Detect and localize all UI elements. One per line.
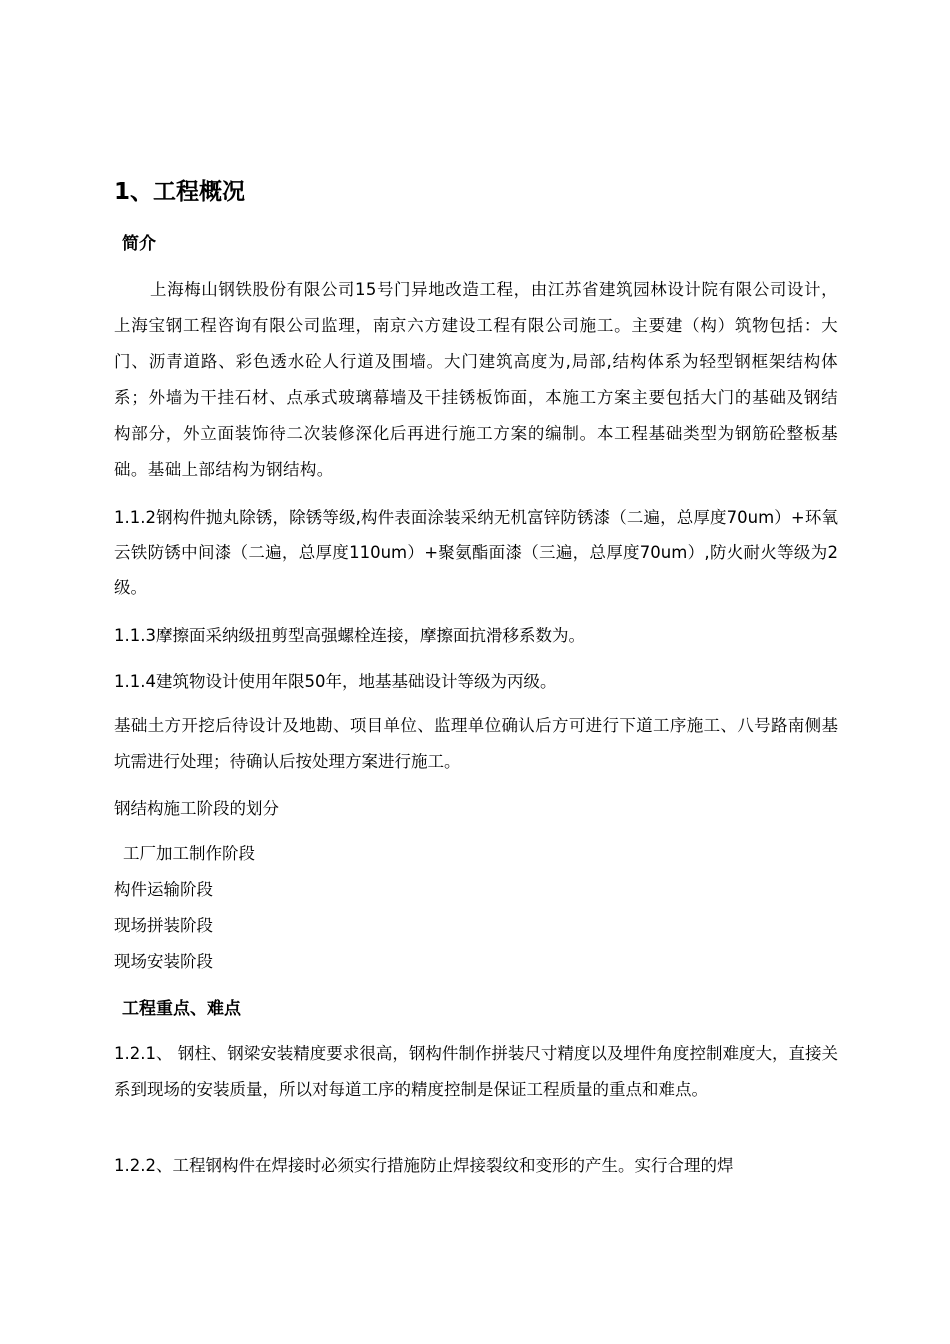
item-1-2-2: 1.2.2、工程钢构件在焊接时必须实行措施防止焊接裂纹和变形的产生。实行合理的焊 — [114, 1156, 734, 1175]
item-1-1-4: 1.1.4建筑物设计使用年限50年，地基基础设计等级为丙级。 — [114, 672, 557, 691]
item-1-1-2: 1.1.2钢构件抛丸除锈，除锈等级,构件表面涂装采纳无机富锌防锈漆（二遍，总厚度70um）+环氧云铁防锈中间漆（二遍，总厚度110um）+聚氨酯面漆（三遍，总厚度70um）,防火耐火等级为2级。 — [114, 508, 838, 597]
stage-item: 现场安装阶段 — [114, 952, 213, 971]
stage-item: 现场拼装阶段 — [114, 916, 213, 935]
foundation-note: 基础土方开挖后待设计及地勘、项目单位、监理单位确认后方可进行下道工序施工、八号路南侧基坑需进行处理；待确认后按处理方案进行施工。 — [114, 716, 838, 771]
section-heading: 1、工程概况 — [114, 179, 246, 205]
item-1-2-1: 1.2.1、 钢柱、钢梁安装精度要求很高，钢构件制作拼装尺寸精度以及埋件角度控制难度大，直接关系到现场的安装质量，所以对每道工序的精度控制是保证工程质量的重点和难点。 — [114, 1044, 838, 1099]
subsection-title-intro: 简介 — [122, 234, 156, 254]
stages-title: 钢结构施工阶段的划分 — [114, 799, 279, 818]
stage-item: 工厂加工制作阶段 — [123, 844, 255, 863]
item-1-1-3: 1.1.3摩擦面采纳级扭剪型高强螺栓连接，摩擦面抗滑移系数为。 — [114, 626, 585, 645]
intro-paragraph: 上海梅山钢铁股份有限公司15号门异地改造工程，由江苏省建筑园林设计院有限公司设计，上海宝钢工程咨询有限公司监理，南京六方建设工程有限公司施工。主要建（构）筑物包括：大门、沥青道路、彩色透水砼人行道及围墙。大门建筑高度为,局部,结构体系为轻型钢框架结构体系；外墙为干挂石材、点承式玻璃幕墙及干挂锈板饰面，本施工方案主要包括大门的基础及钢结构部分，外立面装饰待二次装修深化后再进行施工方案的编制。本工程基础类型为钢筋砼整板基础。基础上部结构为钢结构。 — [114, 280, 838, 479]
subsection-title-key-points: 工程重点、难点 — [122, 999, 241, 1019]
stage-item: 构件运输阶段 — [114, 880, 213, 899]
